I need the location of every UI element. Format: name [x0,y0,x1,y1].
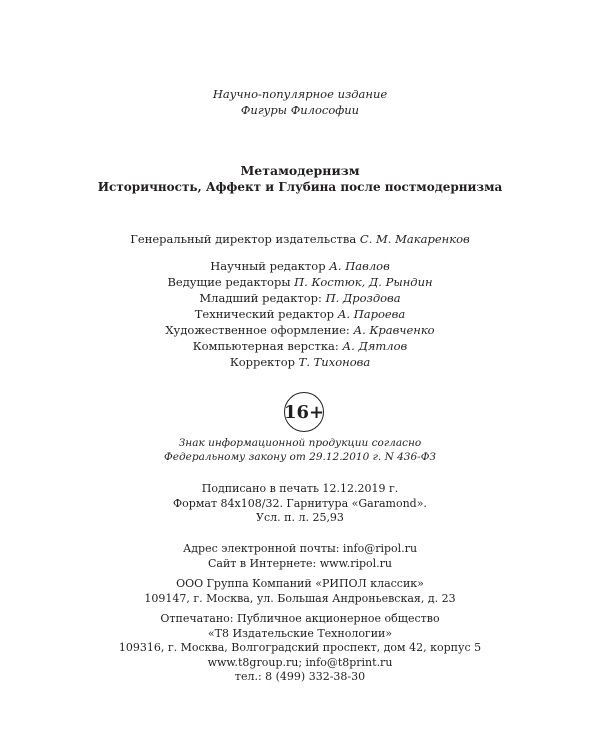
printer-name: «Т8 Издательские Технологии» [207,626,393,640]
book-title: Метамодернизм [240,163,360,178]
law-notice [0,436,600,464]
series-block [0,86,600,118]
staff-role: Компьютерная верстка: [192,339,343,353]
general-director [0,231,600,247]
staff-line [0,258,600,274]
contact-email: Адрес электронной почты: info@ripol.ru [182,542,418,555]
staff-name: П. Костюк, Д. Рындин [294,275,433,289]
staff-name: А. Кравченко [353,323,435,337]
staff-line [0,322,600,338]
staff-name: Т. Тихонова [298,355,371,369]
print-date: Подписано в печать 12.12.2019 г. [201,482,399,495]
company-name: ООО Группа Компаний «РИПОЛ классик» [176,577,424,590]
director-role: Генеральный директор издательства [130,232,360,246]
director-name: С. М. Макаренков [359,232,470,246]
book-title-block [0,163,600,195]
editorial-staff [0,258,600,370]
edition-type: Научно-популярное издание [212,87,388,101]
staff-role: Корректор [229,355,299,369]
print-sheets: Усл. п. л. 25,93 [256,511,344,524]
staff-role: Младший редактор: [199,291,326,305]
staff-line [0,274,600,290]
staff-name: П. Дроздова [325,291,401,305]
staff-line [0,338,600,354]
director-line [0,231,600,247]
staff-role: Художественное оформление: [165,323,354,337]
series-name: Фигуры Философии [240,103,360,117]
publisher-company [0,577,600,606]
printer-web: www.t8group.ru; info@t8print.ru [207,655,393,669]
contacts [0,542,600,571]
printer-address: 109316, г. Москва, Волгоградский проспект, дом 42, корпус 5 [118,641,482,654]
age-rating-badge: 16+ [284,392,324,432]
staff-line [0,354,600,370]
print-info [0,482,600,526]
company-address: 109147, г. Москва, ул. Большая Андроньевская, д. 23 [144,591,456,605]
staff-name: А. Дятлов [342,339,408,353]
printer-phone: тел.: 8 (499) 332-38-30 [234,670,366,683]
print-format: Формат 84х108/32. Гарнитура «Garamond». [173,496,427,510]
printer-info [0,612,600,685]
staff-line [0,290,600,306]
staff-line [0,306,600,322]
law-notice-line: Знак информационной продукции согласно [178,437,422,449]
staff-name: А. Пароева [337,307,406,321]
book-subtitle: Историчность, Аффект и Глубина после постмодернизма [97,180,503,194]
staff-role: Научный редактор [210,259,330,273]
staff-role: Технический редактор [194,307,338,321]
staff-name: А. Павлов [329,259,390,273]
law-notice-line: Федеральному закону от 29.12.2010 г. N 436-ФЗ [164,451,436,463]
contact-website: Сайт в Интернете: www.ripol.ru [207,556,392,570]
staff-role: Ведущие редакторы [167,275,295,289]
printer-line: Отпечатано: Публичное акционерное общество [160,612,440,625]
